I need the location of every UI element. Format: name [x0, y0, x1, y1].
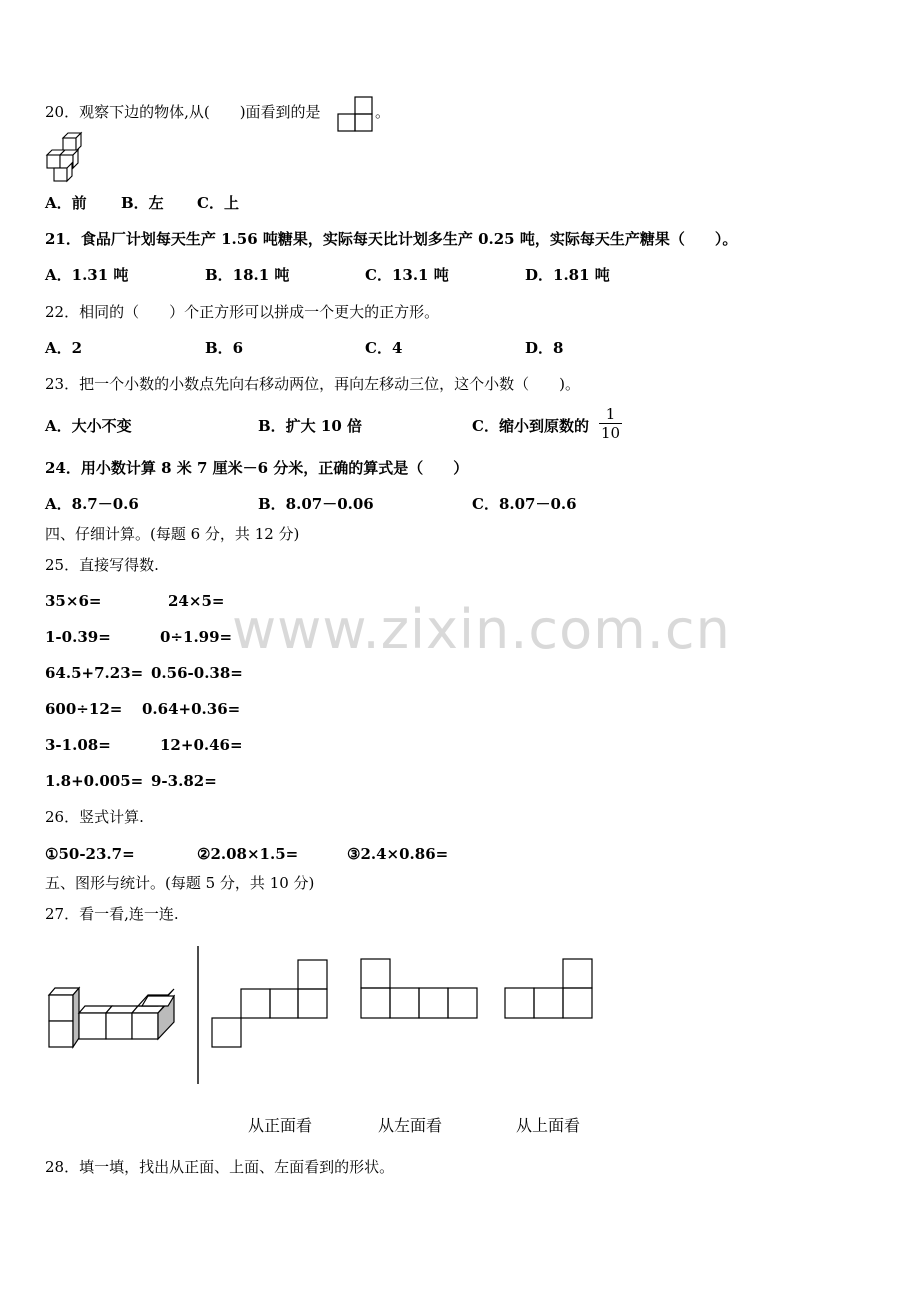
q25-item: 1-0.39= — [45, 628, 111, 646]
q20-option-c[interactable]: C．上 — [197, 194, 239, 212]
q20-view-figure — [337, 96, 377, 132]
q23-option-a[interactable]: A．大小不变 — [45, 417, 132, 435]
q20-cube-figure — [43, 137, 85, 183]
q27-text: 27．看一看,连一连. — [45, 905, 179, 923]
q25-item: 0.56-0.38= — [151, 664, 243, 682]
q27-caption-top[interactable]: 从上面看 — [516, 1116, 581, 1135]
q27-view-shape-3 — [504, 958, 598, 1022]
q25-text: 25．直接写得数. — [45, 556, 159, 574]
q22-option-d[interactable]: D．8 — [525, 339, 564, 357]
q22-text: 22．相同的（ ）个正方形可以拼成一个更大的正方形。 — [45, 303, 440, 321]
q21-option-b[interactable]: B．18.1 吨 — [205, 266, 290, 284]
q26-item-2: ②2.08×1.5= — [197, 845, 299, 863]
q25-item: 35×6= — [45, 592, 102, 610]
q27-divider-line — [197, 946, 201, 1086]
section-4-heading: 四、仔细计算。(每题 6 分，共 12 分) — [45, 525, 300, 543]
q25-item: 1.8+0.005= — [45, 772, 144, 790]
q24-option-b[interactable]: B．8.07－0.06 — [258, 495, 374, 513]
fraction-denominator: 10 — [601, 424, 621, 442]
q26-text: 26．竖式计算. — [45, 808, 144, 826]
q21-option-d[interactable]: D．1.81 吨 — [525, 266, 610, 284]
q22-option-b[interactable]: B．6 — [205, 339, 244, 357]
q25-item: 9-3.82= — [151, 772, 217, 790]
q25-item: 12+0.46= — [160, 736, 243, 754]
q22-option-a[interactable]: A．2 — [45, 339, 83, 357]
watermark: www.zixin.com.cn — [232, 598, 731, 661]
section-5-heading: 五、图形与统计。(每题 5 分，共 10 分) — [45, 874, 315, 892]
q21-option-a[interactable]: A．1.31 吨 — [45, 266, 129, 284]
q20-tail: 。 — [375, 103, 391, 121]
q20-option-a[interactable]: A．前 — [45, 194, 87, 212]
q21-option-c[interactable]: C．13.1 吨 — [365, 266, 449, 284]
q24-text: 24．用小数计算 8 米 7 厘米－6 分米，正确的算式是（ ） — [45, 459, 469, 477]
q25-item: 64.5+7.23= — [45, 664, 144, 682]
q25-item: 600÷12= — [45, 700, 123, 718]
q21-text: 21．食品厂计划每天生产 1.56 吨糖果，实际每天比计划多生产 0.25 吨，实际每天生产糖果（ ）。 — [45, 230, 738, 248]
q25-item: 0÷1.99= — [160, 628, 233, 646]
q25-item: 24×5= — [168, 592, 225, 610]
q28-text: 28．填一填，找出从正面、上面、左面看到的形状。 — [45, 1158, 395, 1176]
q20-option-b[interactable]: B．左 — [121, 194, 164, 212]
q20-text: 20．观察下边的物体,从( )面看到的是 — [45, 103, 321, 121]
q25-item: 3-1.08= — [45, 736, 111, 754]
q27-solid-figure — [46, 987, 178, 1049]
q23-option-c[interactable]: C．缩小到原数的 — [472, 417, 589, 435]
fraction-numerator: 1 — [599, 405, 622, 424]
q27-caption-left[interactable]: 从左面看 — [378, 1116, 443, 1135]
q24-option-a[interactable]: A．8.7－0.6 — [45, 495, 139, 513]
q24-option-c[interactable]: C．8.07－0.6 — [472, 495, 577, 513]
q23-fraction — [599, 405, 622, 442]
q22-option-c[interactable]: C．4 — [365, 339, 403, 357]
q23-text: 23．把一个小数的小数点先向右移动两位，再向左移动三位，这个小数（ )。 — [45, 375, 580, 393]
q27-caption-front[interactable]: 从正面看 — [248, 1116, 313, 1135]
q23-option-b[interactable]: B．扩大 10 倍 — [258, 417, 362, 435]
q26-item-3: ③2.4×0.86= — [347, 845, 449, 863]
q27-view-shape-2 — [360, 958, 482, 1022]
q26-item-1: ①50-23.7= — [45, 845, 135, 863]
q25-item: 0.64+0.36= — [142, 700, 241, 718]
q27-view-shape-1 — [211, 959, 331, 1051]
